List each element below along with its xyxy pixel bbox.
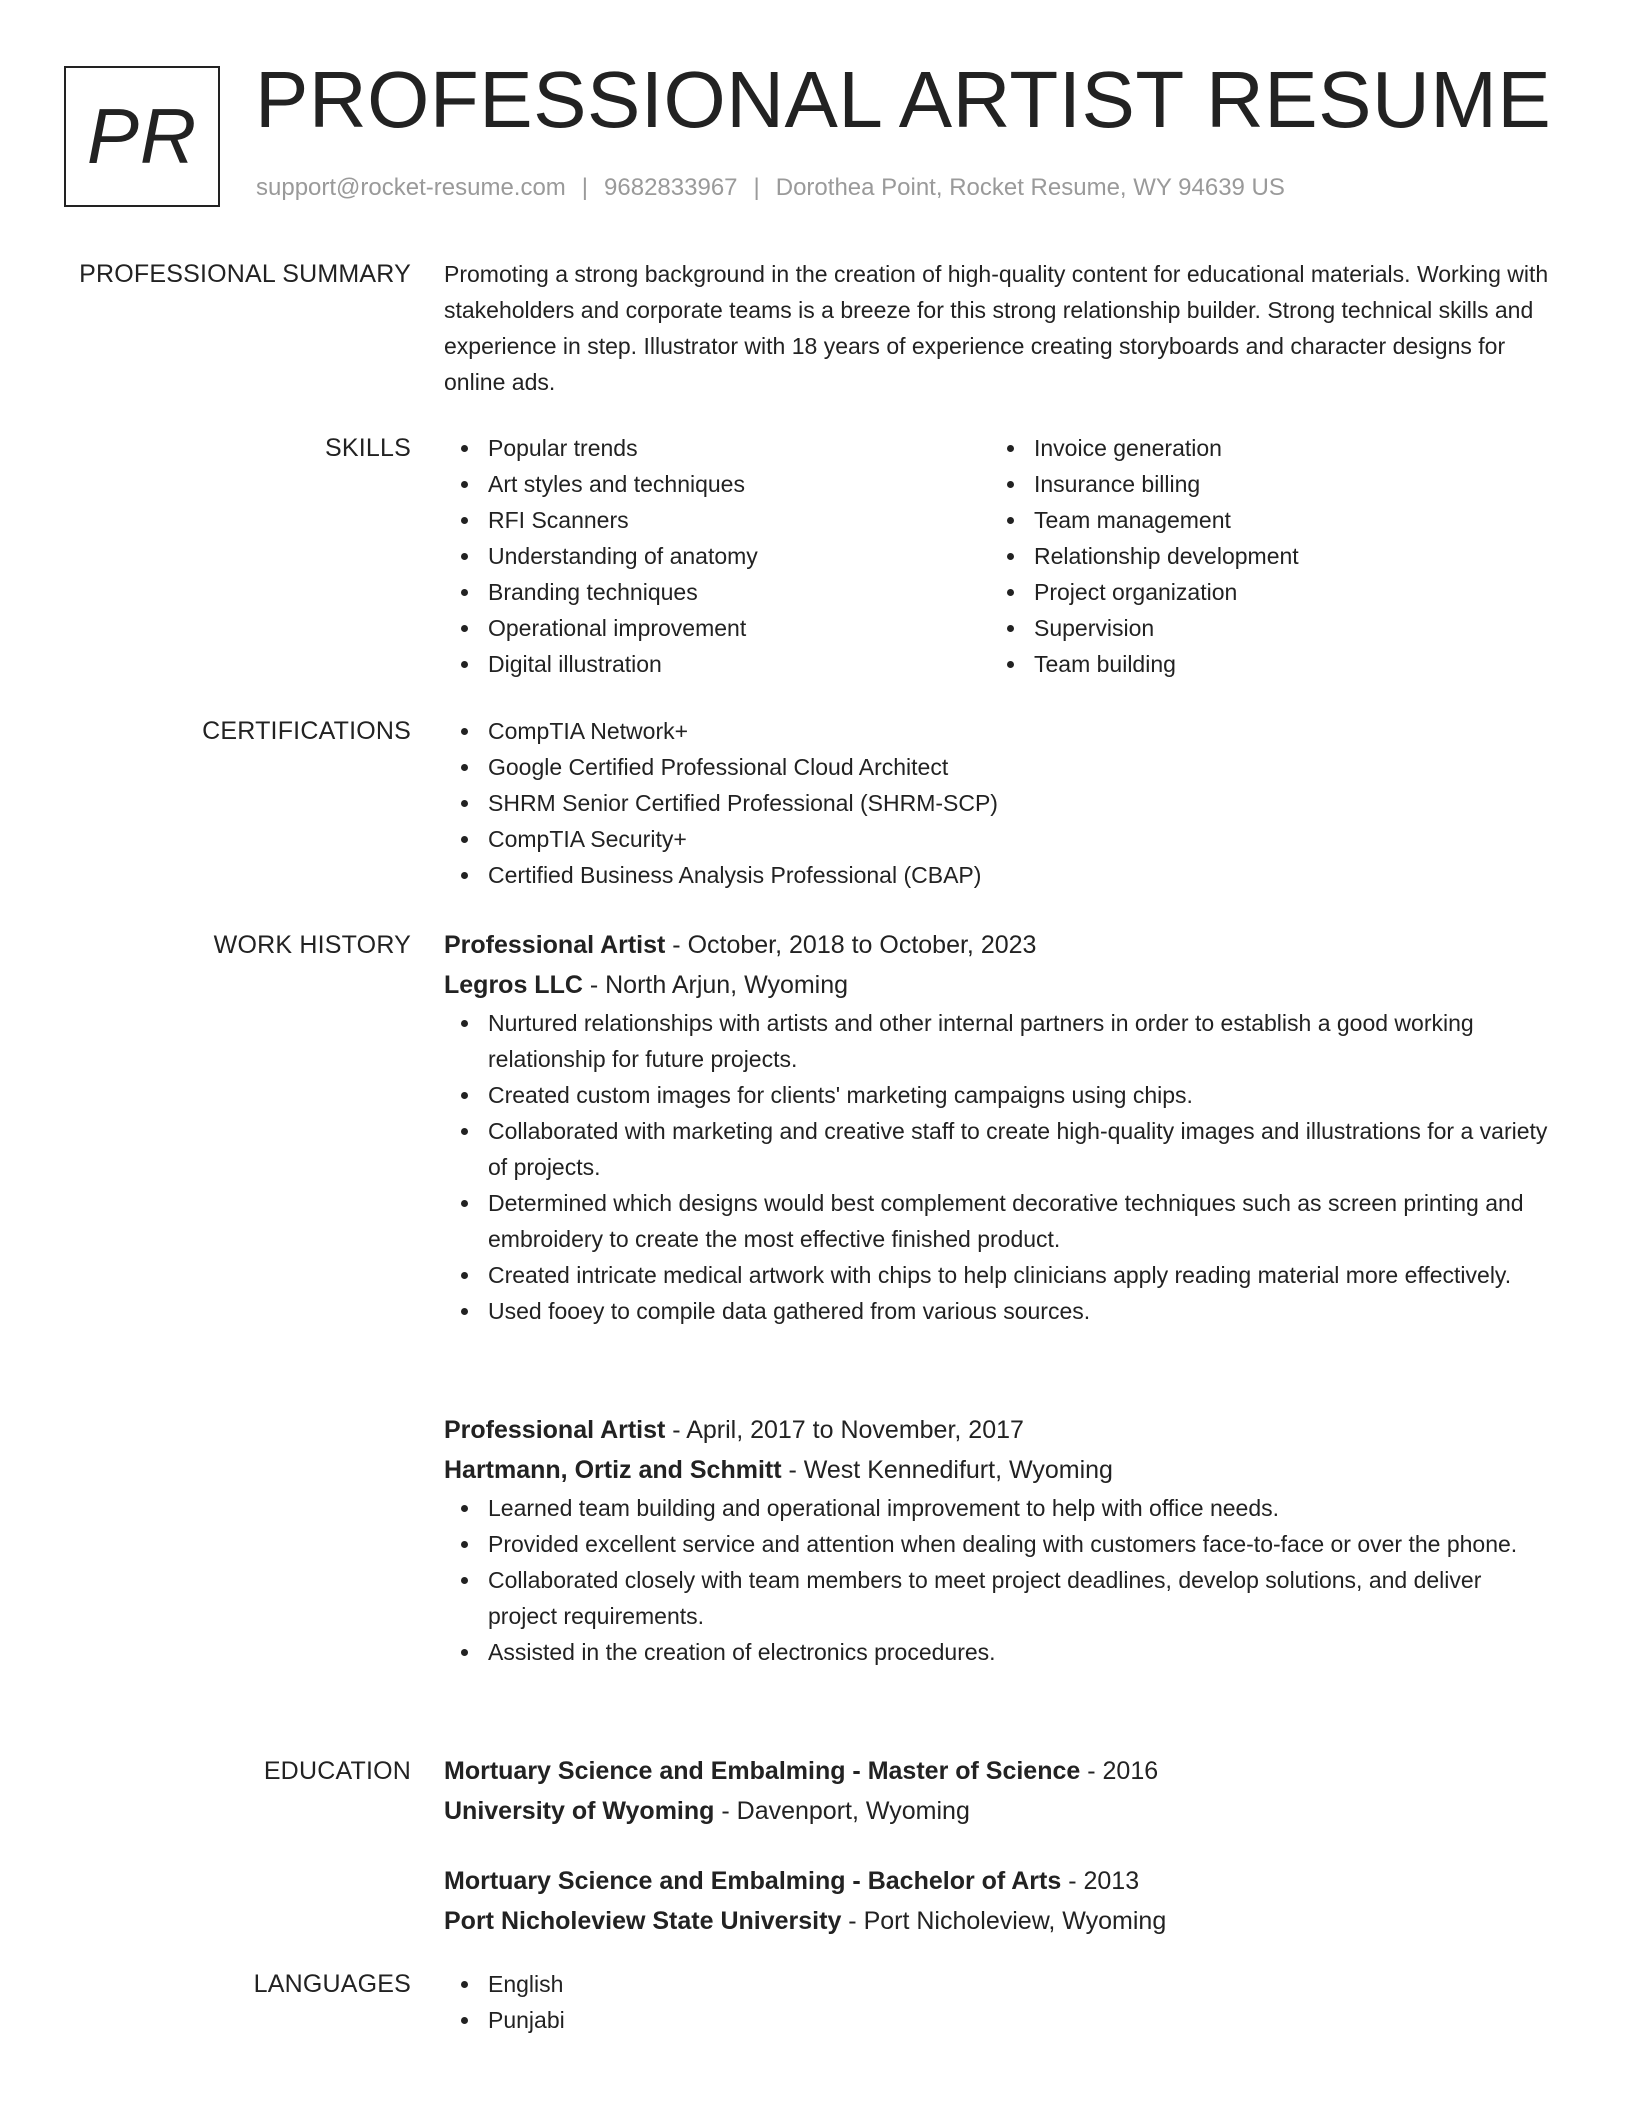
job-bullet: Used fooey to compile data gathered from various sources. [444,1293,1554,1329]
education-degree-line [444,1751,1554,1791]
language-item: Punjabi [444,2002,1554,2038]
certification-item: SHRM Senior Certified Professional (SHRM-SCP) [444,785,1554,821]
skill-item: Supervision [990,610,1536,646]
certification-item: Certified Business Analysis Professional (CBAP) [444,857,1554,893]
job-bullet: Created intricate medical artwork with chips to help clinicians apply reading material more effectively. [444,1257,1554,1293]
skill-item: Project organization [990,574,1536,610]
education-school: Port Nicholeview State University [444,1907,842,1935]
job-company-line [444,1450,1554,1490]
education-location: - Port Nicholeview, Wyoming [841,1907,1167,1935]
contact-separator: | [581,174,589,201]
job-entry [444,1410,1554,1670]
contact-phone: 9682833967 [604,174,738,201]
skill-item: Team building [990,646,1536,682]
skills-list-left [444,430,990,682]
job-bullets [444,1005,1554,1329]
section-label-summary: PROFESSIONAL SUMMARY [79,260,411,288]
job-bullets [444,1490,1554,1670]
education-school-line [444,1791,1554,1831]
education-school: University of Wyoming [444,1797,715,1825]
contact-separator: | [753,174,760,201]
job-dates: - October, 2018 to October, 2023 [665,931,1037,959]
languages-list [444,1966,1554,2038]
page-title: PROFESSIONAL ARTIST RESUME [255,55,1552,144]
monogram-logo: PR [64,66,220,207]
section-label-work-history: WORK HISTORY [213,931,411,959]
job-title-line [444,1410,1554,1450]
skill-item: RFI Scanners [444,502,990,538]
certification-item: CompTIA Network+ [444,713,1554,749]
education-school-line [444,1901,1554,1941]
job-entry [444,925,1554,1329]
education-degree-line [444,1861,1554,1901]
job-company: Legros LLC [444,971,583,999]
job-location: - North Arjun, Wyoming [582,971,849,999]
job-title: Professional Artist [444,1416,666,1444]
job-bullet: Assisted in the creation of electronics procedures. [444,1634,1554,1670]
job-bullet: Determined which designs would best complement decorative techniques such as screen printing and embroidery to create the most effective finished product. [444,1185,1554,1257]
skill-item: Invoice generation [990,430,1536,466]
skill-item: Relationship development [990,538,1536,574]
skill-item: Team management [990,502,1536,538]
job-location: - West Kennedifurt, Wyoming [781,1456,1113,1484]
skill-item: Insurance billing [990,466,1536,502]
skill-item: Digital illustration [444,646,990,682]
job-title-line [444,925,1554,965]
contact-line [256,174,1285,202]
job-title: Professional Artist [444,931,666,959]
summary-text: Promoting a strong background in the creation of high-quality content for educational materials. Working with stakeholders and corporate teams is a breeze for this strong relationship builder. Strong technical skills and experience in step. Illustrator with 18 years of experience creating storyboards and character designs for online ads. [444,261,1549,395]
skill-item: Operational improvement [444,610,990,646]
job-dates: - April, 2017 to November, 2017 [665,1416,1024,1444]
certification-item: Google Certified Professional Cloud Architect [444,749,1554,785]
section-label-languages: LANGUAGES [253,1970,411,1998]
skills-list-right [990,430,1536,682]
skill-item: Art styles and techniques [444,466,990,502]
section-label-education: EDUCATION [263,1757,411,1785]
education-entry [444,1751,1554,1831]
job-bullet: Provided excellent service and attention when dealing with customers face-to-face or over the phone. [444,1526,1554,1562]
contact-email: support@rocket-resume.com [256,174,566,201]
education-location: - Davenport, Wyoming [714,1797,970,1825]
job-bullet: Collaborated with marketing and creative staff to create high-quality images and illustrations for a variety of projects. [444,1113,1554,1185]
job-bullet: Nurtured relationships with artists and other internal partners in order to establish a good working relationship for future projects. [444,1005,1554,1077]
certification-item: CompTIA Security+ [444,821,1554,857]
job-bullet: Learned team building and operational improvement to help with office needs. [444,1490,1554,1526]
job-bullet: Created custom images for clients' marketing campaigns using chips. [444,1077,1554,1113]
job-company-line [444,965,1554,1005]
education-degree: Mortuary Science and Embalming - Bachelor of Arts [444,1867,1062,1895]
certifications-list [444,713,1554,893]
section-label-skills: SKILLS [325,434,411,462]
language-item: English [444,1966,1554,2002]
contact-address: Dorothea Point, Rocket Resume, WY 94639 US [775,174,1285,201]
section-label-certifications: CERTIFICATIONS [202,717,411,745]
education-degree: Mortuary Science and Embalming - Master of Science [444,1757,1081,1785]
education-entry [444,1861,1554,1941]
job-bullet: Collaborated closely with team members to meet project deadlines, develop solutions, and deliver project requirements. [444,1562,1554,1634]
education-year: - 2013 [1061,1867,1140,1895]
skill-item: Branding techniques [444,574,990,610]
job-company: Hartmann, Ortiz and Schmitt [444,1456,782,1484]
skill-item: Popular trends [444,430,990,466]
skill-item: Understanding of anatomy [444,538,990,574]
education-year: - 2016 [1080,1757,1159,1785]
